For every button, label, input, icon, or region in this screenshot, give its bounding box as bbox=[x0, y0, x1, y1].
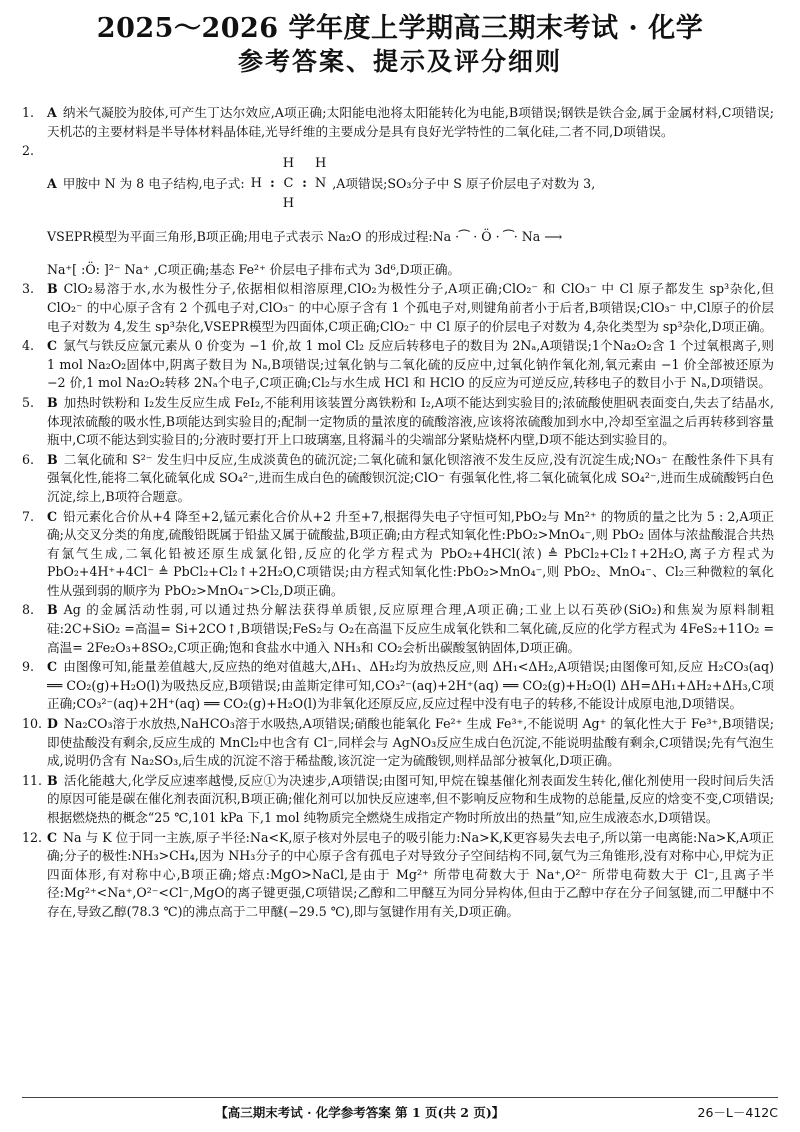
answer-explanation: 活化能越大,化学反应速率越慢,反应①为决速步,A项错误;由图可知,甲烷在镍基催化剂表面发生转化,催化剂使用一段时间后失活的原因可能是碳在催化剂表面沉积,B项正确;催化剂可以加快反应速率,但不影响反应物和生成物的总能量,反应的焓变不变,C项错误;根据燃烧热的概念“25 ℃,101 kPa 下,1 mol 纯物质完全燃烧生成指定产物时所放出的热量”知,应生成液态水,D项错误。 bbox=[47, 772, 774, 825]
answer-item-2 bbox=[22, 142, 774, 279]
answer-letter: B bbox=[47, 772, 58, 788]
answer-explanation: 加热时铁粉和 I₂发生反应生成 FeI₂,不能利用该装置分离铁粉和 I₂,A项不能达到实验目的;浓硫酸使胆矾表面变白,失去了结晶水,体现浓硫酸的吸水性,B项能达到实验目的;配制一定物质的量浓度的硫酸溶液,应该将浓硫酸加到水中,冷却至室温之后再转移到容量瓶中,C项不能达到实验目的;分液时要打开上口玻璃塞,且将漏斗的尖端部分紧贴烧杯内壁,D项不能达到实验目的。 bbox=[47, 394, 774, 448]
answer-item-3 bbox=[22, 280, 774, 336]
item-number: 10. bbox=[22, 716, 43, 732]
answer-letter: D bbox=[47, 716, 58, 732]
answer-explanation: Na⁺[ :Ö: ]²⁻ Na⁺ ,C项正确;基态 Fe²⁺ 价层电子排布式为 3d⁶,D项正确。 bbox=[47, 261, 461, 277]
answer-item-4 bbox=[22, 337, 774, 393]
answer-item-1 bbox=[22, 104, 774, 141]
answer-item-11 bbox=[22, 772, 774, 828]
atom-h: H bbox=[282, 155, 295, 171]
answer-explanation: 铅元素化合价从+4 降至+2,锰元素化合价从+2 升至+7,根据得失电子守恒可知,PbO₂与 Mn²⁺ 的物质的量之比为 5 : 2,A项正确;从交叉分类的角度,硫酸铅既属于铅盐又属于硫酸盐,B项正确;由方程式知氧化性:PbO₂>MnO₄⁻,则 PbO₂ 固体与浓盐酸混合共热有氯气生成,二氧化铅被还原生成氯化铅,反应的化学方程式为 PbO₂+4HCl(浓) ≜ PbCl₂+Cl₂↑+2H₂O,离子方程式为 PbO₂+4H⁺+4Cl⁻ ≜ PbCl₂+Cl₂↑+2H₂O,C项错误;由方程式知氧化性:PbO₂>MnO₄⁻,则 PbO₂、MnO₄⁻、Cl₂三种微粒的氧化性从强到弱的顺序为 PbO₂>MnO₄⁻>Cl₂,D项正确。 bbox=[47, 508, 774, 598]
answer-item-8 bbox=[22, 601, 774, 657]
answer-explanation: Na 与 K 位于同一主族,原子半径:Na<K,原子核对外层电子的吸引能力:Na>K,K更容易失去电子,所以第一电离能:Na>K,A项正确;分子的极性:NH₃>CH₄,因为 NH₃分子的中心原子含有孤电子对导致分子空间结构不同,氨气为三角锥形,没有对称中心,甲烷为正四面体形,有对称中心,B项正确;熔点:MgO>NaCl,是由于 Mg²⁺ 所带电荷数大于 Na⁺,O²⁻ 所带电荷数大于 Cl⁻,且离子半径:Mg²⁺<Na⁺,O²⁻<Cl⁻,MgO的离子键更强,C项错误;乙醇和二甲醚互为同分异构体,但由于乙醇中存在分子间氢键,而二甲醚中不存在,导致乙醇(78.3 ℃)的沸点高于二甲醚(−29.5 ℃),即与氢键作用有关,D项正确。 bbox=[47, 829, 774, 919]
answer-item-5 bbox=[22, 394, 774, 450]
answer-letter: C bbox=[47, 508, 58, 524]
answer-list bbox=[22, 104, 774, 923]
atom-c: C bbox=[283, 175, 294, 191]
item-number: 2. bbox=[22, 143, 35, 159]
answer-explanation: ,A项错误;SO₃分子中 S 原子价层电子对数为 3, bbox=[332, 175, 596, 191]
atom-h: H bbox=[282, 195, 295, 211]
answer-letter: B bbox=[47, 602, 58, 618]
footer-code: 26－L－412C bbox=[697, 1105, 778, 1120]
answer-explanation: ClO₂易溶于水,水为极性分子,依据相似相溶原理,ClO₂为极性分子,A项正确;ClO₂⁻ 和 ClO₃⁻ 中 Cl 原子都发生 sp³杂化,但 ClO₂⁻ 的中心原子含有 2 个孤电子对,ClO₃⁻ 的中心原子含有 1 个孤电子对,则键角前者小于后者,B项错误;ClO₃⁻ 中,Cl原子的价层电子对数为 4,发生 sp³杂化,VSEPR模型为四面体,C项正确;ClO₂⁻ 中 Cl 原子的价层电子对数为 4,杂化类型为 sp³杂化,D项正确。 bbox=[47, 281, 774, 334]
answer-item-7 bbox=[22, 508, 774, 601]
page-footer bbox=[22, 1097, 778, 1126]
answer-item-12 bbox=[22, 829, 774, 922]
answer-letter: A bbox=[47, 105, 57, 120]
methylamine-lewis-structure bbox=[251, 154, 327, 214]
item-number: 1. bbox=[22, 105, 35, 120]
answer-letter: B bbox=[47, 281, 58, 297]
answer-letter: C bbox=[47, 659, 58, 675]
answer-explanation: 甲胺中 N 为 8 电子结构,电子式: bbox=[62, 175, 245, 191]
answer-letter: A bbox=[47, 175, 57, 191]
answer-item-6 bbox=[22, 451, 774, 507]
answer-explanation: VSEPR模型为平面三角形,B项正确;用电子式表示 Na₂O 的形成过程:Na ·⁀ · Ö · ⁀· Na ⟶ bbox=[47, 229, 563, 245]
item-number: 3. bbox=[22, 281, 35, 297]
footer-title: 【高三期末考试 · 化学参考答案 第 1 页(共 2 页)】 bbox=[215, 1105, 505, 1120]
page-subtitle: 参考答案、提示及评分细则 bbox=[237, 47, 562, 76]
item-number: 5. bbox=[22, 394, 35, 410]
answer-explanation: 纳米气凝胶为胶体,可产生丁达尔效应,A项正确;太阳能电池将太阳能转化为电能,B项错误;钢铁是铁合金,属于金属材料,C项错误;天机芯的主要材料是半导体材料晶体硅,光导纤维的主要成分是具有良好光学特性的二氧化硅,二者不同,D项错误。 bbox=[47, 105, 774, 139]
atom-h: H bbox=[250, 175, 262, 191]
item-number: 7. bbox=[22, 508, 35, 524]
answer-explanation: 二氧化硫和 S²⁻ 发生归中反应,生成淡黄色的硫沉淀;二氧化硫和氯化钡溶液不发生反应,没有沉淀生成;NO₃⁻ 在酸性条件下具有强氧化性,能将二氧化硫氧化成 SO₄²⁻,进而生成白色的硫酸钡沉淀;ClO⁻ 有强氧化性,将二氧化硫氧化成 SO₄²⁻,进而生成硫酸钙白色沉淀,综上,B项符合题意。 bbox=[47, 451, 774, 504]
item-number: 9. bbox=[22, 659, 35, 675]
answer-letter: B bbox=[47, 451, 58, 467]
answer-explanation: Na₂CO₃溶于水放热,NaHCO₃溶于水吸热,A项错误;硝酸也能氧化 Fe²⁺ 生成 Fe³⁺,不能说明 Ag⁺ 的氧化性大于 Fe³⁺,B项错误;即使盐酸没有剩余,反应生成的 MnCl₂中也含有 Cl⁻,同样会与 AgNO₃反应生成白色沉淀,不能说明盐酸有剩余,C项错误;先有气泡生成,说明仍含有 Na₂SO₃,后生成的沉淀不溶于稀盐酸,该沉淀一定为硫酸钡,则样品部分被氧化,D项正确。 bbox=[47, 716, 774, 769]
answer-explanation: 氯气与铁反应氯元素从 0 价变为 −1 价,故 1 mol Cl₂ 反应后转移电子的数目为 2Nₐ,A项错误;1个Na₂O₂含 1 个过氧根离子,则 1 mol Na₂O₂固体中,阴离子数目为 Nₐ,B项错误;过氧化钠与二氧化硫的反应中,过氧化钠作氧化剂,氧元素由 −1 价全部被还原为 −2 价,1 mol Na₂O₂转移 2Nₐ个电子,C项正确;Cl₂与水生成 HCl 和 HClO 的反应为可逆反应,转移电子的数目小于 Nₐ,D项错误。 bbox=[47, 338, 774, 391]
item-number: 4. bbox=[22, 338, 35, 354]
atom-h: H bbox=[314, 155, 327, 171]
page-title: 2025～2026 学年度上学期高三期末考试 · 化学 bbox=[96, 13, 704, 44]
answer-letter: C bbox=[47, 338, 58, 354]
atom-n: N bbox=[314, 175, 327, 191]
answer-explanation: 由图像可知,能量差值越大,反应热的绝对值越大,ΔH₁、ΔH₂均为放热反应,则 ΔH₁<ΔH₂,A项错误;由图像可知,反应 H₂CO₃(aq) ══ CO₂(g)+H₂O(l)为吸热反应,B项错误;由盖斯定律可知,CO₃²⁻(aq)+2H⁺(aq) ══ CO₂(g)+H₂O(l) ΔH=ΔH₁+ΔH₂+ΔH₃,C项正确;CO₃²⁻(aq)+2H⁺(aq) ══ CO₂(g)+H₂O(l)为非氧化还原反应,反应过程中没有电子的转移,不能设计成原电池,D项错误。 bbox=[47, 659, 774, 712]
item-number: 12. bbox=[22, 829, 43, 845]
item-number: 6. bbox=[22, 451, 35, 467]
answer-item-10 bbox=[22, 715, 774, 771]
item-number: 11. bbox=[22, 772, 43, 788]
answer-item-9 bbox=[22, 658, 774, 714]
bond-pair: : bbox=[269, 175, 275, 191]
bond-pair: : bbox=[302, 175, 307, 191]
answer-letter: C bbox=[47, 829, 58, 845]
answer-letter: B bbox=[47, 394, 58, 410]
answer-explanation: Ag 的金属活动性弱,可以通过热分解法获得单质银,反应原理合理,A项正确;工业上以石英砂(SiO₂)和焦炭为原料制粗硅:2C+SiO₂ =高温= Si+2CO↑,B项错误;FeS₂与 O₂在高温下反应生成氧化铁和二氧化硫,反应的化学方程式为 4FeS₂+11O₂ =高温= 2Fe₂O₃+8SO₂,C项正确;饱和食盐水中通入 NH₃和 CO₂会析出碳酸氢钠固体,D项正确。 bbox=[47, 602, 774, 655]
methylamine-lewis-line bbox=[47, 146, 774, 222]
item-number: 8. bbox=[22, 602, 35, 618]
